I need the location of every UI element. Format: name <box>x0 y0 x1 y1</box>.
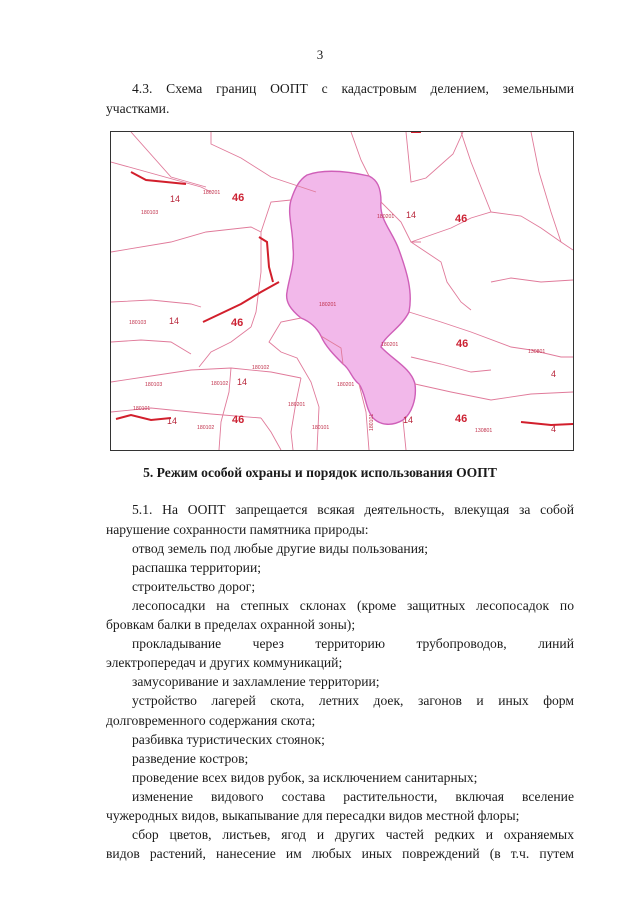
text-line: распашка территории; <box>132 560 261 575</box>
cadastral-code: 180101 <box>312 425 330 431</box>
cadastral-code: 180201 <box>381 342 399 348</box>
label-46-bottom: 46 <box>232 414 245 426</box>
cadastral-code: 180201 <box>319 302 337 308</box>
cadastral-code: 180103 <box>145 382 163 388</box>
text-line: изменение видового состава растительности, включая вселение <box>132 789 574 804</box>
label-46-mid-right: 46 <box>456 338 469 350</box>
text-line: видов растений, нанесение им любых иных повреждений (в т.ч. путем <box>106 846 574 861</box>
label-14-top-left: 14 <box>170 194 181 204</box>
label-14-bottom: 14 <box>403 415 414 425</box>
cadastral-code: 130801 <box>475 428 493 434</box>
label-46-bottom-right: 46 <box>455 413 468 425</box>
cadastral-code: 180201 <box>337 382 355 388</box>
text-line: нарушение сохранности памятника природы: <box>106 522 369 537</box>
label-46-top-left: 46 <box>232 192 245 204</box>
text-line: бровкам балки в пределах охранной зоны); <box>106 617 356 632</box>
cadastral-code: 180103 <box>129 320 147 326</box>
label-14-top-right: 14 <box>406 210 417 220</box>
label-46-mid: 46 <box>231 317 244 329</box>
label-14-bottom-left: 14 <box>167 416 178 426</box>
text-line: сбор цветов, листьев, ягод и других частей редких и охраняемых <box>132 827 574 842</box>
text-line: долговременного содержания скота; <box>106 713 316 728</box>
cadastral-map-svg <box>111 132 573 450</box>
label-46-top-right: 46 <box>455 213 468 225</box>
text-line: лесопосадки на степных склонах (кроме защитных лесопосадок по <box>132 598 574 613</box>
schema-caption-line1: 4.3. Схема границ ООПТ с кадастровым делением, земельными <box>132 81 574 96</box>
text-line: разбивка туристических стоянок; <box>132 732 325 747</box>
cadastral-code: 180102 <box>211 381 229 387</box>
text-line: строительство дорог; <box>132 579 256 594</box>
text-line: устройство лагерей скота, летних доек, загонов и иных форм <box>132 693 574 708</box>
cadastral-code: 180201 <box>288 402 306 408</box>
text-line: электропередач и других коммуникаций; <box>106 655 343 670</box>
cadastral-code: 130801 <box>528 349 546 355</box>
label-4-right: 4 <box>551 369 557 379</box>
text-line: проведение всех видов рубок, за исключением санитарных; <box>132 770 478 785</box>
text-line: 5.1. На ООПТ запрещается всякая деятельность, влекущая за собой <box>132 502 574 517</box>
text-line: отвод земель под любые другие виды пользования; <box>132 541 429 556</box>
page-number: 3 <box>316 47 324 62</box>
cadastral-code: 180102 <box>252 365 270 371</box>
label-14-left: 14 <box>169 316 180 326</box>
text-line: замусоривание и захламление территории; <box>132 674 380 689</box>
cadastral-code: 180201 <box>377 214 395 220</box>
section-heading: 5. Режим особой охраны и порядок использования ООПТ <box>143 465 497 480</box>
text-line: чужеродных видов, выкапывание для пересадки видов местной флоры; <box>106 808 520 823</box>
schema-caption-line2: участками. <box>106 101 170 116</box>
text-line: разведение костров; <box>132 751 249 766</box>
cadastral-code: 180102 <box>197 425 215 431</box>
label-14-mid: 14 <box>237 377 248 387</box>
text-line: прокладывание через территорию трубопроводов, линий <box>132 636 574 651</box>
cadastral-code: 180101 <box>369 413 375 431</box>
label-4-bottom-right: 4 <box>551 424 557 434</box>
cadastral-map <box>110 131 574 451</box>
cadastral-code: 180201 <box>203 190 221 196</box>
cadastral-code: 180103 <box>141 210 159 216</box>
cadastral-code: 180101 <box>133 406 151 412</box>
